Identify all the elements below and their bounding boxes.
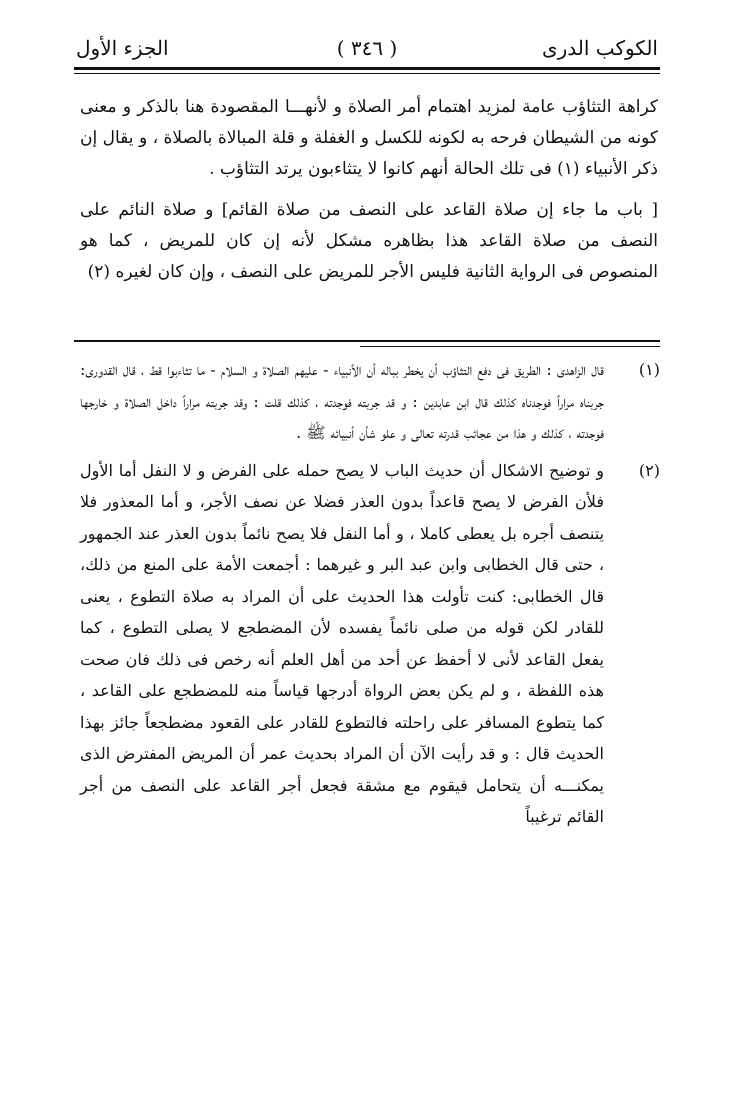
footnote — [80, 354, 660, 449]
header-rule-thick — [74, 67, 660, 70]
page-header — [76, 30, 658, 64]
page-number: ( ٣٤٦ ) — [336, 36, 398, 60]
footnote-separator-short — [360, 346, 660, 347]
footnote-number: (١) — [638, 360, 660, 379]
footnotes — [80, 354, 660, 839]
footnote — [80, 455, 660, 833]
footnote-separator — [74, 340, 660, 342]
footnote-text: و توضيح الاشكال أن حديث الباب لا يصح حمله على الفرض و لا النفل أما الأول فلأن الفرض لا يصح قاعداً بدون العذر فضلا عن نصف الأجر، و أما المعذور فلا يتنصف أجره بل يعطى كاملا ، و أما النفل فلا يصح نائماً بدون العذر عند الجمهور ، حتى قال الخطابى وابن عبد البر و غيرهما : أجمعت الأمة على المنع من ذلك، قال الخطابى: كنت تأولت هذا الحديث على أن المراد به صلاة التطوع ، يعنى للقادر لكن قوله من صلى نائماً يفسده لأن المضطجع لا يصلى التطوع ، كما يفعل القاعد لأنى لا أحفظ عن أحد من أهل العلم أنه رخص فى ذلك فان صحت هذه اللفظة ، و لم يكن بعض الرواة أدرجها قياساً منه للمضطجع على القاعد ، كما يتطوع المسافر على راحلته فالتطوع للقادر على القعود مضطجعاً جائز بهذا الحديث قال : و قد رأيت الآن أن المراد بحديث عمر أن المريض المفترض الذى يمكنـــه أن يتحامل فيقوم مع مشقة فجعل أجر القاعد على النصف من أجر القائم ترغيباً — [80, 460, 604, 826]
main-paragraph: [ باب ما جاء إن صلاة القاعد على النصف من صلاة القائم] و صلاة النائم على النصف من صلاة القاعد هذا بظاهره مشكل لأنه إن كان للمريض ، كما هو المنصوص فى الرواية الثانية فليس الأجر للمريض على النصف ، وإن كان لغيره (٢) — [80, 200, 658, 282]
footnote-text: قال الزاهدى : الطريق فى دفع التثاؤب أن يخطر بباله أن الأنبياء - عليهم الصلاة و السلام - ما تثاءبوا قط ، قال القدورى: جربناه مراراً فوجدناه كذلك قال ابن عابدين : و قد جربته فوجدته ، كذلك قلت : وقد جربته مراراً داخل الصلاة و خارجها فوجدته ، كذلك و هذا من عجائب قدرته تعالى و علو شأن أنبيائه ﷺ . — [80, 360, 604, 442]
book-title: الكوكب الدرى — [541, 36, 658, 60]
main-text — [80, 92, 658, 288]
header-rule-thin — [74, 73, 660, 74]
volume-label: الجزء الأول — [76, 36, 169, 60]
footnote-number: (٢) — [638, 460, 660, 480]
main-paragraph: كراهة التثاؤب عامة لمزيد اهتمام أمر الصلاة و لأنهـــا المقصودة هنا بالذكر و معنى كونه من الشيطان فرحه به لكونه للكسل و الغفلة و قلة المبالاة بالصلاة ، و يقال إن ذكر الأنبياء (١) فى تلك الحالة أنهم كانوا لا يتثاءبون يرتد التثاؤب . — [80, 97, 658, 179]
